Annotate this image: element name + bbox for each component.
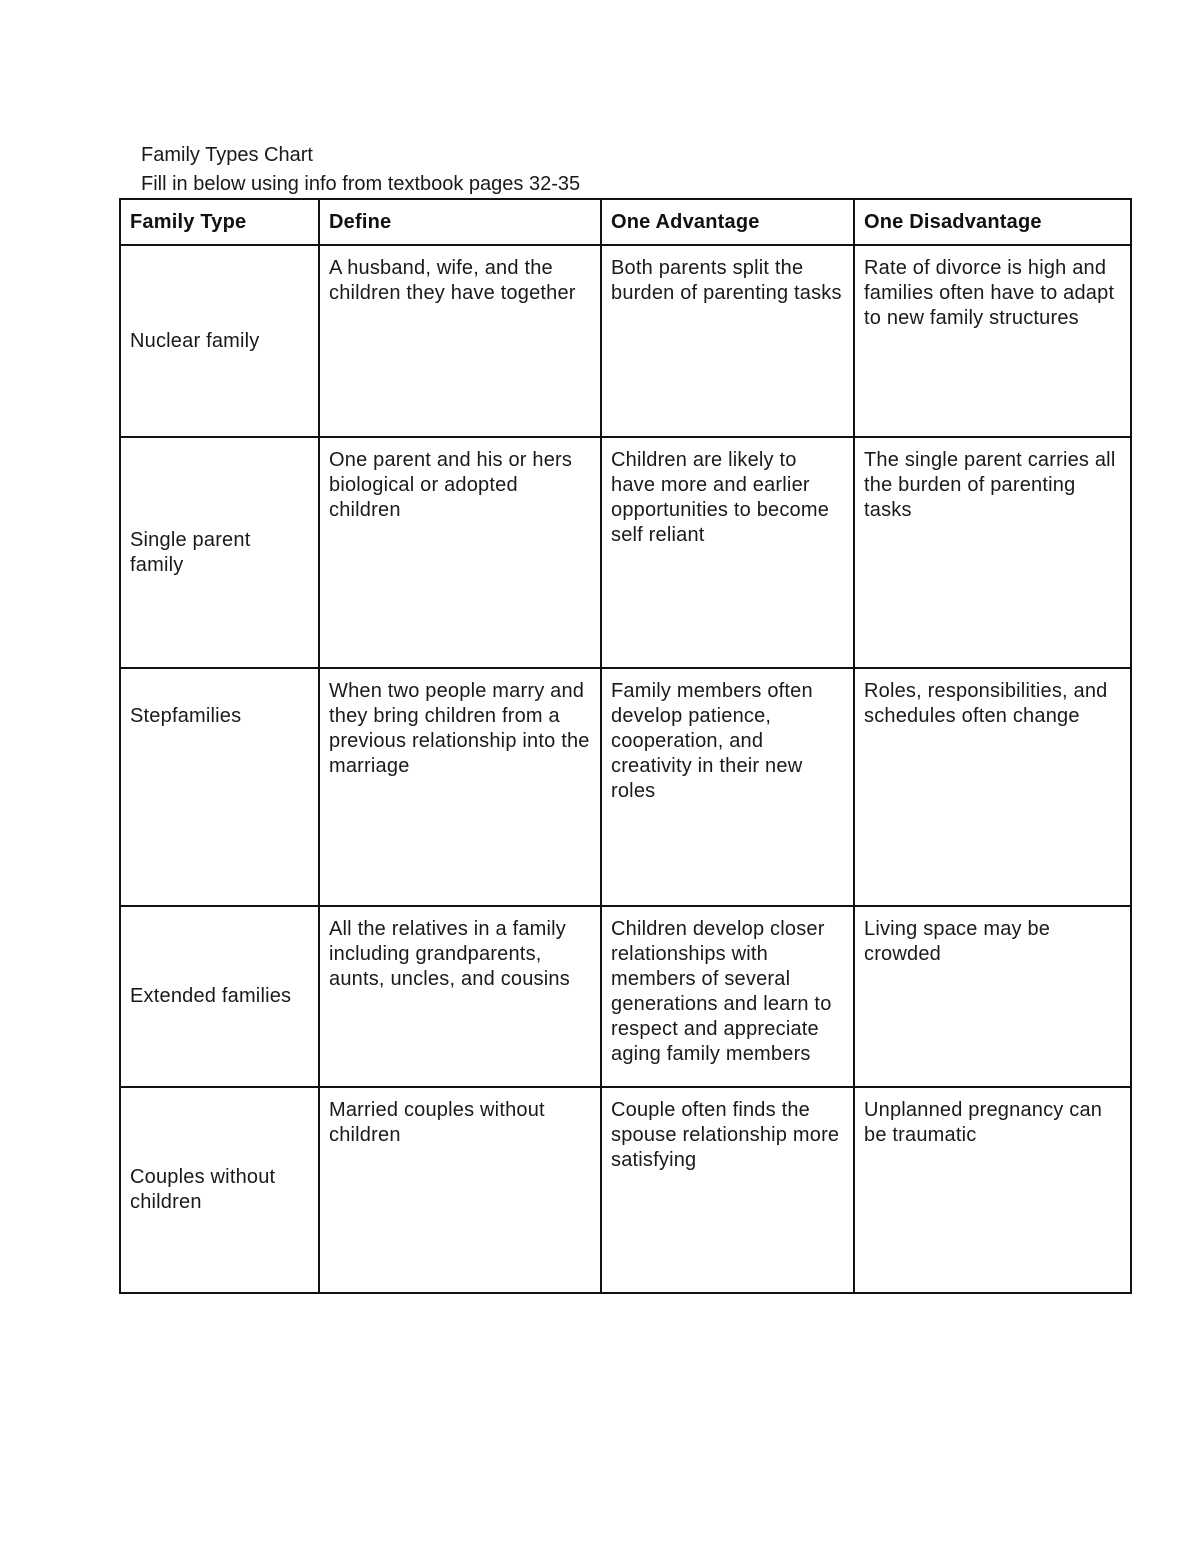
header-family-type: Family Type: [120, 199, 319, 245]
disadvantage-cell: Living space may be crowded: [854, 906, 1131, 1087]
advantage-cell: Couple often finds the spouse relationship more satisfying: [601, 1087, 854, 1293]
page-title: Family Types Chart: [141, 144, 313, 166]
table-row: [120, 437, 1131, 668]
disadvantage-cell: Unplanned pregnancy can be traumatic: [854, 1087, 1131, 1293]
table-row: [120, 245, 1131, 437]
advantage-cell: Both parents split the burden of parenting tasks: [601, 245, 854, 437]
table-row: [120, 906, 1131, 1087]
disadvantage-cell: Rate of divorce is high and families often have to adapt to new family structures: [854, 245, 1131, 437]
family-type-cell: Nuclear family: [120, 245, 319, 437]
advantage-cell: Family members often develop patience, cooperation, and creativity in their new roles: [601, 668, 854, 906]
define-cell: When two people marry and they bring children from a previous relationship into the marriage: [319, 668, 601, 906]
family-type-cell: Extended families: [120, 906, 319, 1087]
define-cell: All the relatives in a family including grandparents, aunts, uncles, and cousins: [319, 906, 601, 1087]
advantage-cell: Children are likely to have more and earlier opportunities to become self reliant: [601, 437, 854, 668]
table-row: [120, 1087, 1131, 1293]
header-define: Define: [319, 199, 601, 245]
disadvantage-cell: The single parent carries all the burden of parenting tasks: [854, 437, 1131, 668]
define-cell: Married couples without children: [319, 1087, 601, 1293]
family-type-cell: Couples without children: [120, 1087, 319, 1293]
define-cell: One parent and his or hers biological or adopted children: [319, 437, 601, 668]
family-type-cell: Stepfamilies: [120, 668, 319, 906]
family-type-cell: Single parent family: [120, 437, 319, 668]
family-types-table: [119, 198, 1132, 1294]
advantage-cell: Children develop closer relationships with members of several generations and learn to respect and appreciate aging family members: [601, 906, 854, 1087]
header-disadvantage: One Disadvantage: [854, 199, 1131, 245]
header-advantage: One Advantage: [601, 199, 854, 245]
page-instructions: Fill in below using info from textbook pages 32-35: [141, 173, 581, 195]
table-header-row: [120, 199, 1131, 245]
disadvantage-cell: Roles, responsibilities, and schedules often change: [854, 668, 1131, 906]
page-heading: [141, 141, 580, 199]
define-cell: A husband, wife, and the children they have together: [319, 245, 601, 437]
table-row: [120, 668, 1131, 906]
